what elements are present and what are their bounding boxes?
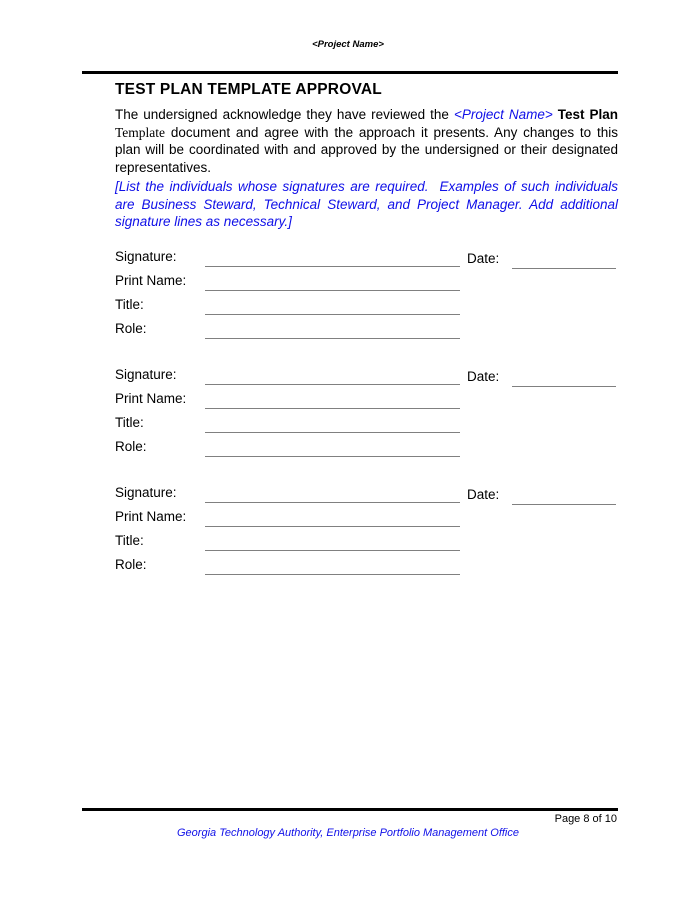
intro-lead-text: The undersigned acknowledge they have reviewed the — [115, 107, 454, 122]
role-line — [205, 338, 460, 339]
signature-label: Signature: — [115, 484, 177, 500]
role-row — [115, 437, 618, 461]
title-line — [205, 550, 460, 551]
print-name-row — [115, 507, 618, 531]
date-label: Date: — [467, 368, 500, 384]
title-label: Title: — [115, 414, 144, 430]
signature-line — [205, 502, 460, 503]
instructions-note: [List the individuals whose signatures are required. Examples of such individuals are Business Steward, Technical Steward, and Project Manager. Add additional signature lines as necessary.] — [115, 179, 622, 229]
date-line — [512, 386, 616, 387]
role-line — [205, 456, 460, 457]
date-line — [512, 504, 616, 505]
test-plan-bold-text: Test Plan — [552, 107, 618, 122]
intro-rest-text: document and agree with the approach it presents. Any changes to this plan will be coordinated with and approved by the undersigned or their designated representatives. — [115, 124, 618, 175]
role-row — [115, 555, 618, 579]
print-name-line — [205, 526, 460, 527]
running-header-title: <Project Name> — [312, 39, 384, 50]
title-line — [205, 432, 460, 433]
page-number: Page 8 of 10 — [554, 813, 617, 825]
date-label: Date: — [467, 250, 500, 266]
title-label: Title: — [115, 532, 144, 548]
footer-rule — [82, 808, 618, 811]
project-name-placeholder: <Project Name> — [453, 107, 553, 122]
print-name-label: Print Name: — [115, 508, 187, 524]
role-label: Role: — [115, 320, 147, 336]
title-line — [205, 314, 460, 315]
signature-label: Signature: — [115, 366, 177, 382]
print-name-line — [205, 408, 460, 409]
title-label: Title: — [115, 296, 144, 312]
signature-block-2 — [115, 365, 618, 461]
role-line — [205, 574, 460, 575]
role-label: Role: — [115, 556, 147, 572]
signature-line — [205, 384, 460, 385]
signature-block-1 — [115, 247, 618, 343]
print-name-label: Print Name: — [115, 390, 187, 406]
signature-row — [115, 365, 618, 389]
print-name-line — [205, 290, 460, 291]
footer-organization: Georgia Technology Authority, Enterprise Portfolio Management Office — [177, 827, 519, 839]
role-row — [115, 319, 618, 343]
role-label: Role: — [115, 438, 147, 454]
print-name-row — [115, 271, 618, 295]
signature-row — [115, 483, 618, 507]
signature-label: Signature: — [115, 248, 177, 264]
print-name-row — [115, 389, 618, 413]
intro-paragraph — [115, 106, 618, 176]
page-title: TEST PLAN TEMPLATE APPROVAL — [115, 81, 382, 98]
title-row — [115, 295, 618, 319]
content-area — [115, 81, 622, 601]
title-row — [115, 531, 618, 555]
signature-row — [115, 247, 618, 271]
title-row — [115, 413, 618, 437]
header-rule — [82, 71, 618, 74]
date-line — [512, 268, 616, 269]
signature-line — [205, 266, 460, 267]
print-name-label: Print Name: — [115, 272, 187, 288]
template-serif-word: Template — [115, 124, 166, 140]
date-label: Date: — [467, 486, 500, 502]
signature-block-3 — [115, 483, 618, 579]
